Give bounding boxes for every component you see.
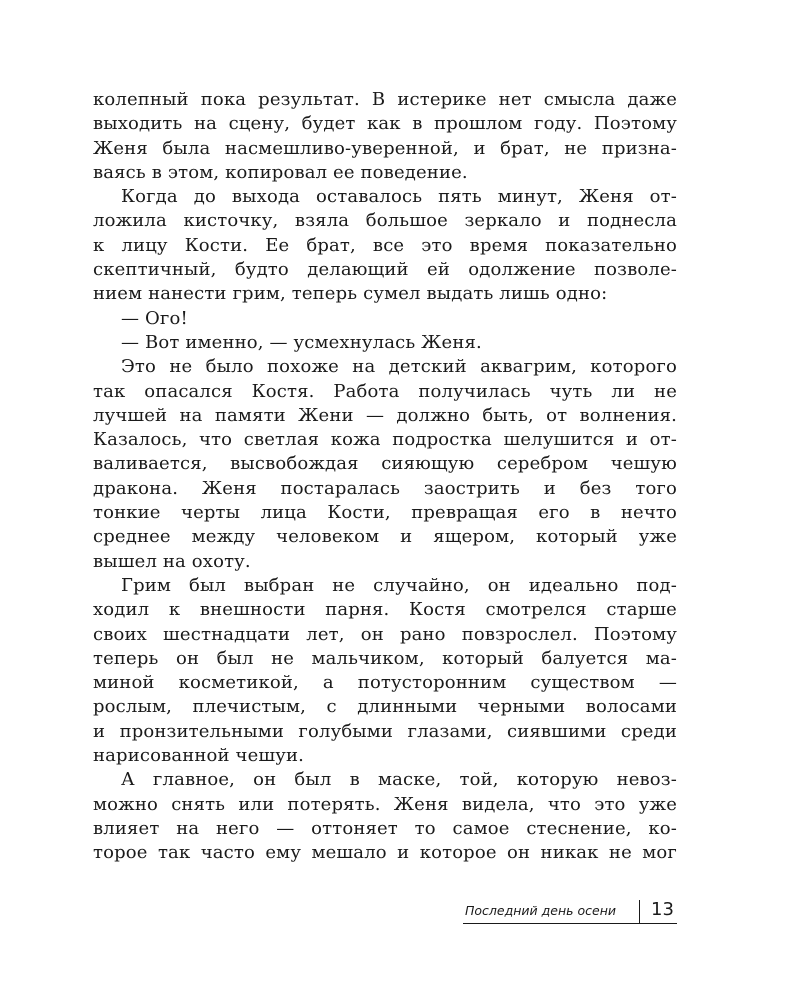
page-footer <box>463 900 677 924</box>
text-line: своих шестнадцати лет, он рано повзрослел. Поэтому <box>93 623 677 645</box>
text-line: — Вот именно, — усмехнулась Женя. <box>121 331 482 353</box>
text-line: выходить на сцену, будет как в прошлом году. Поэтому <box>93 113 677 135</box>
footer-divider <box>639 900 640 924</box>
text-line: валивается, высвобождая сияющую серебром чешую <box>93 453 677 475</box>
running-title: Последний день осени <box>465 903 616 918</box>
text-line: и пронзительными голубыми глазами, сиявшими среди <box>93 720 677 742</box>
text-line: А главное, он был в маске, той, которую невоз- <box>121 769 677 791</box>
text-line: вышел на охоту. <box>93 550 251 572</box>
text-line: так опасался Костя. Работа получилась чуть ли не <box>93 380 677 402</box>
text-line: нарисованной чешуи. <box>93 745 305 767</box>
text-line: тонкие черты лица Кости, превращая его в нечто <box>93 502 677 524</box>
text-line: рослым, плечистым, с длинными черными волосами <box>93 696 677 718</box>
text-line: Казалось, что светлая кожа подростка шелушится и от- <box>93 429 677 451</box>
text-line: ваясь в этом, копировал ее поведение. <box>93 161 468 183</box>
text-line: среднее между человеком и ящером, который уже <box>93 526 677 548</box>
text-line: миной косметикой, а потусторонним существом — <box>93 672 677 694</box>
text-line: дракона. Женя постаралась заострить и без того <box>93 477 677 499</box>
text-line: можно снять или потерять. Женя видела, что это уже <box>93 793 677 815</box>
body-text <box>93 88 677 866</box>
text-line: колепный пока результат. В истерике нет смысла даже <box>93 89 677 110</box>
text-line: — Ого! <box>121 307 188 329</box>
text-line: Это не было похоже на детский аквагрим, которого <box>121 356 677 378</box>
text-line: нием нанести грим, теперь сумел выдать лишь одно: <box>93 283 608 305</box>
text-line: Грим был выбран не случайно, он идеально под- <box>121 574 677 596</box>
text-line: к лицу Кости. Ее брат, все это время показательно <box>93 234 677 256</box>
text-line: торое так часто ему мешало и которое он никак не мог <box>93 842 677 864</box>
text-line: Когда до выхода оставалось пять минут, Женя от- <box>121 186 677 208</box>
text-line: ходил к внешности парня. Костя смотрелся старше <box>93 599 677 621</box>
text-line: Женя была насмешливо-уверенной, и брат, не призна- <box>93 137 677 159</box>
text-line: влияет на него — оттоняет то самое стеснение, ко- <box>93 817 677 839</box>
text-line: теперь он был не мальчиком, который балуется ма- <box>93 647 677 669</box>
text-line: скептичный, будто делающий ей одолжение позволе- <box>93 259 677 281</box>
text-line: ложила кисточку, взяла большое зеркало и поднесла <box>93 210 677 232</box>
text-line: лучшей на памяти Жени — должно быть, от волнения. <box>93 404 677 426</box>
footer-rule <box>463 923 677 924</box>
page-number: 13 <box>651 899 674 920</box>
